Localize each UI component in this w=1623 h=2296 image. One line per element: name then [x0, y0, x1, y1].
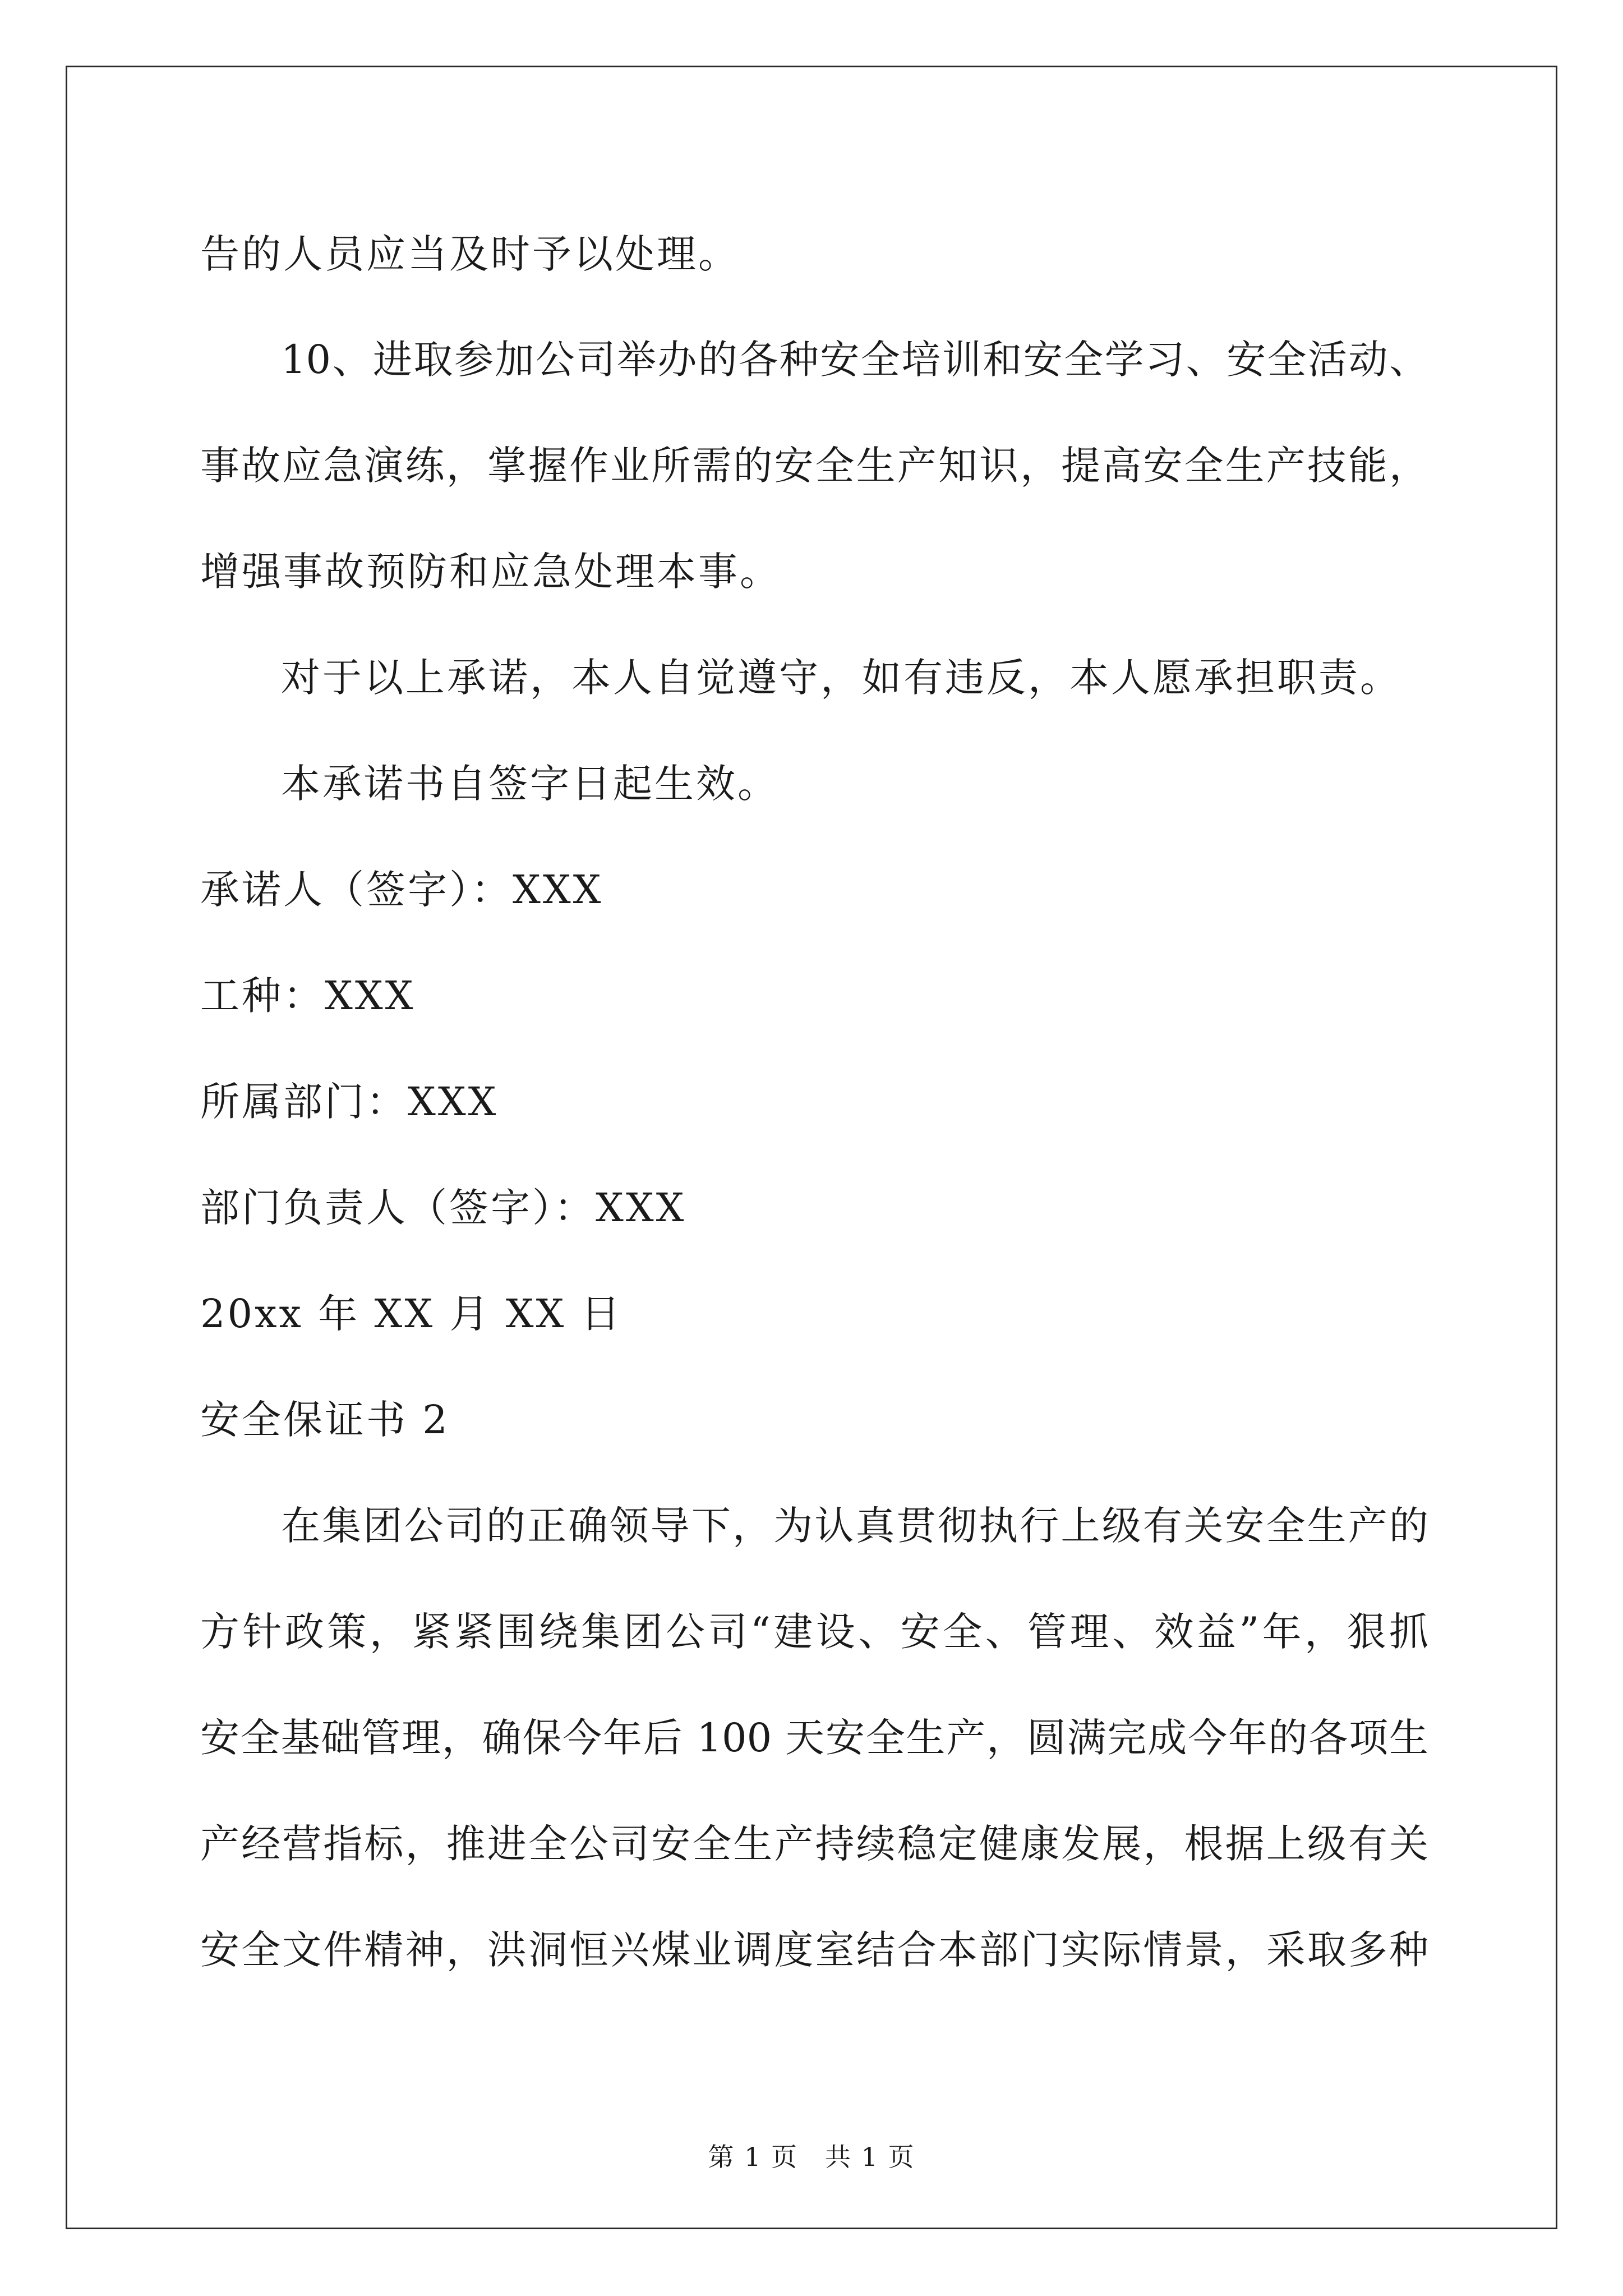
- text-line: 对于以上承诺，本人自觉遵守，如有违反，本人愿承担职责。: [281, 655, 1401, 701]
- page-border: [66, 66, 1557, 2229]
- section-heading: 安全保证书 2: [200, 1397, 450, 1443]
- job-type-line: 工种：XXX: [200, 973, 416, 1019]
- text-line: 方针政策，紧紧围绕集团公司“建设、安全、管理、效益”年，狠抓: [200, 1609, 1428, 1655]
- date-line: 20xx 年 XX 月 XX 日: [200, 1291, 623, 1337]
- text-line: 增强事故预防和应急处理本事。: [200, 549, 781, 595]
- page-number-footer: 第 1 页 共 1 页: [708, 2142, 915, 2172]
- text-line: 安全基础管理，确保今年后 100 天安全生产，圆满完成今年的各项生: [200, 1715, 1428, 1761]
- text-line: 告的人员应当及时予以处理。: [200, 231, 740, 277]
- department-line: 所属部门：XXX: [200, 1079, 499, 1125]
- signer-line: 承诺人（签字）：XXX: [200, 867, 603, 913]
- text-line: 产经营指标，推进全公司安全生产持续稳定健康发展，根据上级有关: [200, 1821, 1428, 1867]
- text-line: 10、进取参加公司举办的各种安全培训和安全学习、安全活动、: [281, 337, 1428, 383]
- text-line: 在集团公司的正确领导下，为认真贯彻执行上级有关安全生产的: [281, 1503, 1428, 1549]
- text-line: 本承诺书自签字日起生效。: [281, 761, 779, 807]
- department-head-line: 部门负责人（签字）：XXX: [200, 1185, 686, 1231]
- text-line: 事故应急演练，掌握作业所需的安全生产知识，提高安全生产技能，: [200, 443, 1428, 489]
- text-line: 安全文件精神，洪洞恒兴煤业调度室结合本部门实际情景，采取多种: [200, 1927, 1428, 1973]
